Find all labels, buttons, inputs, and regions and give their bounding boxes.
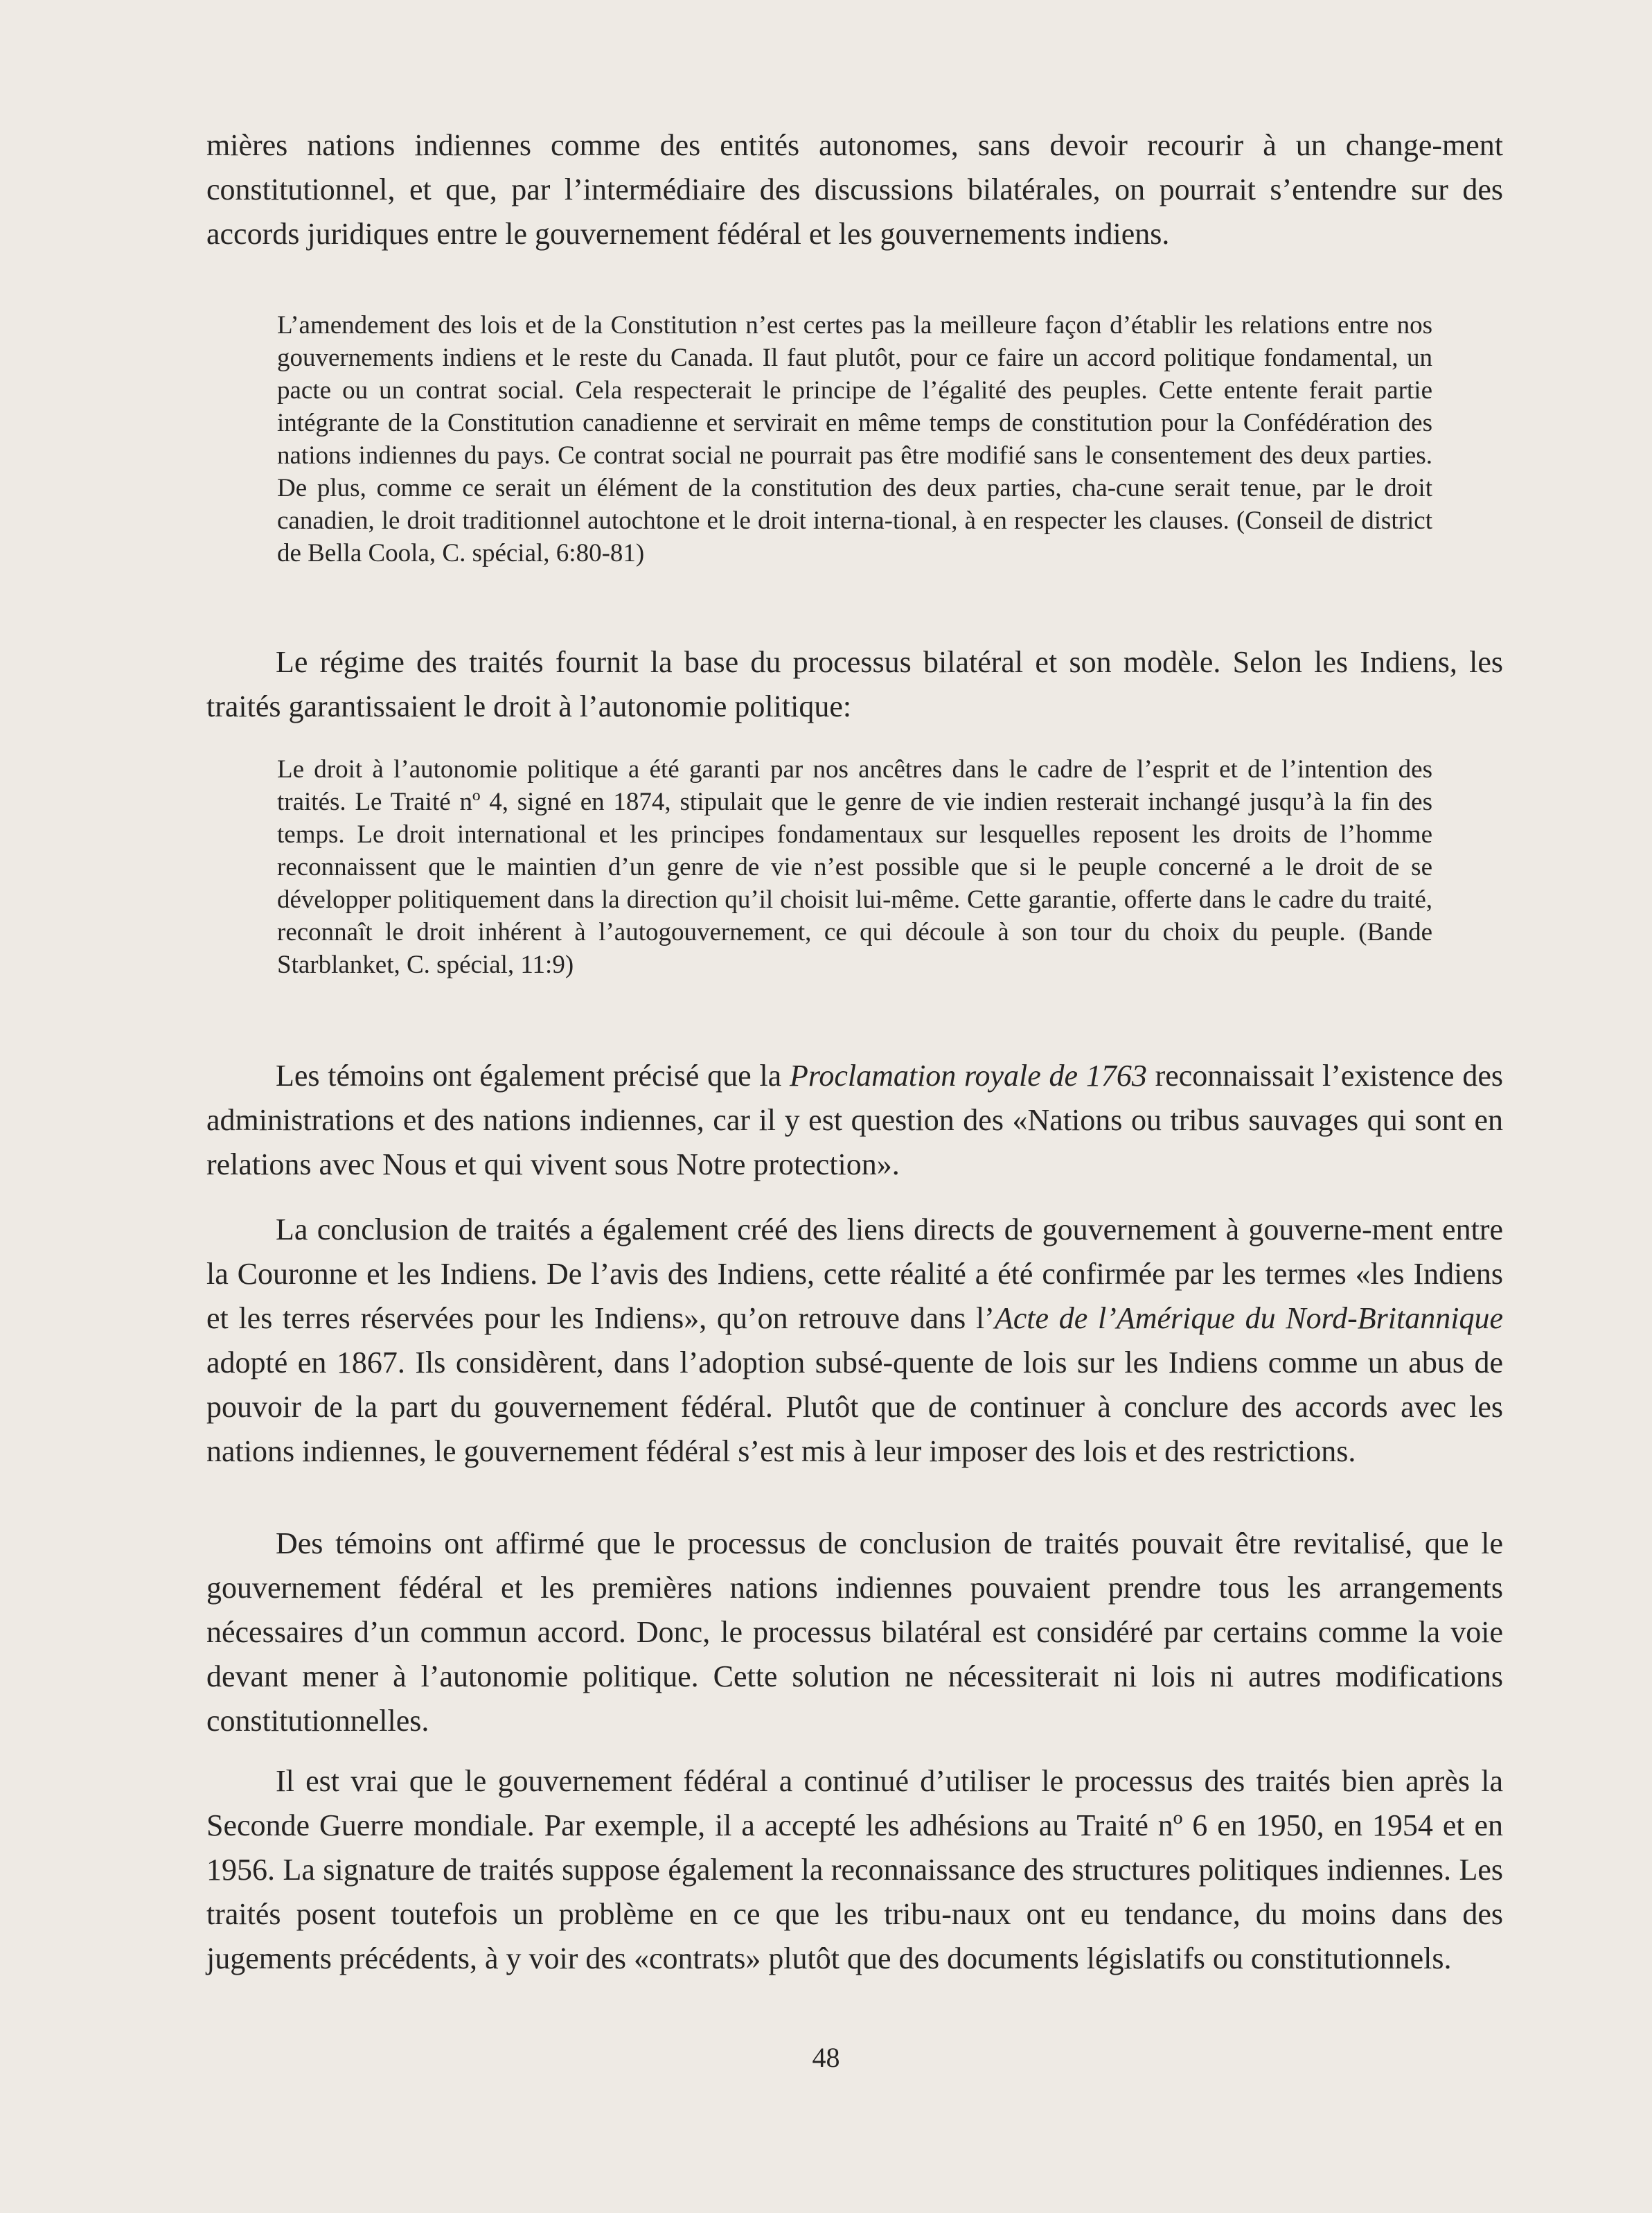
- page-number: 48: [812, 2042, 840, 2073]
- paragraph-5: Des témoins ont affirmé que le processus de conclusion de traités pouvait être revitalisé, que le gouvernement fédéral et les premières nations indiennes pouvaient prendre tous les arrangements nécessaires d’un commun accord. Donc, le processus bilatéral est considéré par certains comme la voie devant mener à l’autonomie politique. Cette solution ne nécessiterait ni lois ni autres modifications constitutionnelles.: [206, 1526, 1503, 1738]
- paragraph-4-text-a: La conclusion de traités a également créé des liens directs de gouvernement à gouverne-ment entre la Couronne et les Indiens. De l’avis des Indiens, cette réalité a été confirmée par les termes «les Indiens et les terres réservées pour les Indiens», qu’on retrouve dans l’: [206, 1213, 1503, 1335]
- paragraph-6: Il est vrai que le gouvernement fédéral a continué d’utiliser le processus des traités bien après la Seconde Guerre mondiale. Par exemple, il a accepté les adhésions au Traité nº 6 en 1950, en 1954 et en 1956. La signature de traités suppose également la reconnaissance des structures politiques indiennes. Les traités posent toutefois un problème en ce que les tribu-naux ont eu tendance, du moins dans des jugements précédents, à y voir des «contrats» plutôt que des documents législatifs ou constitutionnels.: [206, 1764, 1503, 1975]
- paragraph-4-text-b: adopté en 1867. Ils considèrent, dans l’adoption subsé-quente de lois sur les Indiens comme un abus de pouvoir de la part du gouvernement fédéral. Plutôt que de continuer à conclure des accords avec les nations indiennes, le gouvernement fédéral s’est mis à leur imposer des lois et des restrictions.: [206, 1346, 1503, 1468]
- block-quote-bella-coola: L’amendement des lois et de la Constitution n’est certes pas la meilleure façon d’établir les relations entre nos gouvernements indiens et le reste du Canada. Il faut plutôt, pour ce faire un accord politique fondamental, un pacte ou un contrat social. Cela respecterait le principe de l’égalité des peuples. Cette entente ferait partie intégrante de la Constitution canadienne et servirait en même temps de constitution pour la Confédération des nations indiennes du pays. Ce contrat social ne pourrait pas être modifié sans le consentement des deux parties. De plus, comme ce serait un élément de la constitution des deux parties, cha-cune serait tenue, par le droit canadien, le droit traditionnel autochtone et le droit interna-tional, à en respecter les clauses. (Conseil de district de Bella Coola, C. spécial, 6:80-81): [277, 311, 1432, 567]
- paragraph-3-text-b: reconnaissait l’existence des administrations et des nations indiennes, car il y est question des «Nations ou tribus sauvages qui sont en relations avec Nous et qui vivent sous Notre protection».: [206, 1059, 1503, 1181]
- paragraph-2: Le régime des traités fournit la base du processus bilatéral et son modèle. Selon les Indiens, les traités garantissaient le droit à l’autonomie politique:: [206, 645, 1503, 723]
- paragraph-3: [206, 1054, 1503, 1187]
- paragraph-4-italic-title: Acte de l’Amérique du Nord-Britannique: [994, 1301, 1503, 1335]
- block-quote-starblanket: Le droit à l’autonomie politique a été garanti par nos ancêtres dans le cadre de l’esprit et de l’intention des traités. Le Traité nº 4, signé en 1874, stipulait que le genre de vie indien resterait inchangé jusqu’à la fin des temps. Le droit international et les principes fondamentaux sur lesquelles reposent les droits de l’homme reconnaissent que le maintien d’un genre de vie n’est possible que si le peuple concerné a le droit de se développer politiquement dans la direction qu’il choisit lui-même. Cette garantie, offerte dans le cadre du traité, reconnaît le droit inhérent à l’autogouvernement, ce qui découle à son tour du choix du peuple. (Bande Starblanket, C. spécial, 11:9): [277, 755, 1432, 979]
- paragraph-3-text-a: Les témoins ont également précisé que la: [276, 1059, 790, 1093]
- paragraph-4: [206, 1208, 1503, 1474]
- paragraph-3-italic-title: Proclamation royale de 1763: [789, 1059, 1147, 1093]
- paragraph-1: mières nations indiennes comme des entités autonomes, sans devoir recourir à un change-ment constitutionnel, et que, par l’intermédiaire des discussions bilatérales, on pourrait s’entendre sur des accords juridiques entre le gouvernement fédéral et les gouvernements indiens.: [206, 128, 1503, 251]
